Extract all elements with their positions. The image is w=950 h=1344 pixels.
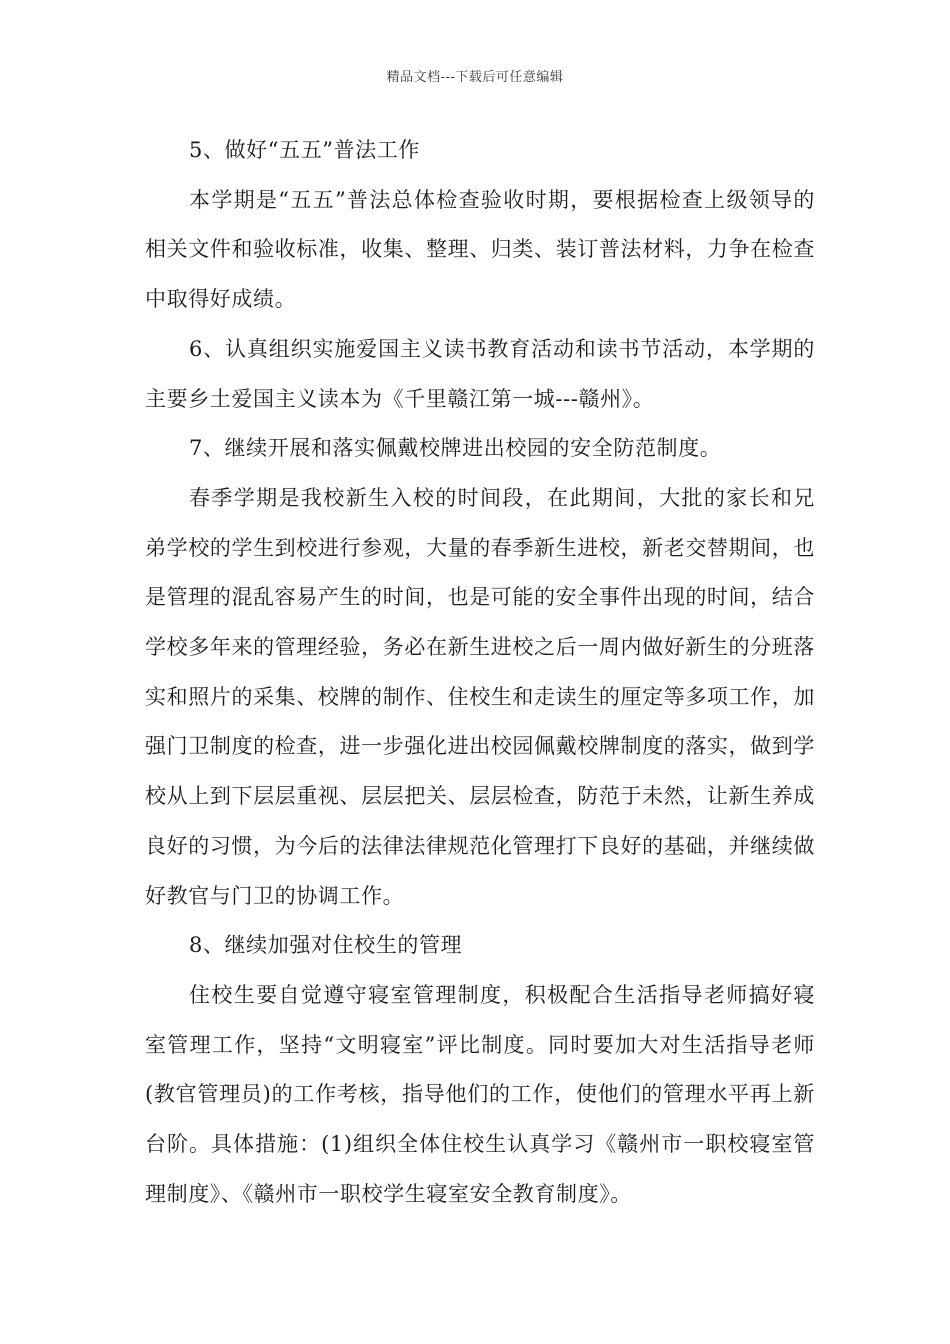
page-header: 精品文档---下载后可任意编辑 xyxy=(386,70,564,85)
paragraph-law-inspection: 本学期是“五五”普法总体检查验收时期，要根据检查上级领导的相关文件和验收标准，收集、整理、归类、装订普法材料，力争在检查中取得好成绩。 xyxy=(145,187,815,312)
document-body xyxy=(145,126,815,1219)
section-heading-8: 8、继续加强对住校生的管理 xyxy=(189,933,463,958)
section-heading-7: 7、继续开展和落实佩戴校牌进出校园的安全防范制度。 xyxy=(189,436,722,461)
paragraph-dorm-management: 住校生要自觉遵守寝室管理制度，积极配合生活指导老师搞好寝室管理工作，坚持“文明寝室”评比制度。同时要加大对生活指导老师(教官管理员)的工作考核，指导他们的工作，使他们的管理水平再上新台阶。具体措施：(1)组织全体住校生认真学习《赣州市一职校寝室管理制度》、《赣州市一职校学生寝室安全教育制度》。 xyxy=(145,982,815,1206)
section-heading-5: 5、做好“五五”普法工作 xyxy=(189,138,421,162)
section-item-6: 6、认真组织实施爱国主义读书教育活动和读书节活动，本学期的主要乡土爱国主义读本为《千里赣江第一城---赣州》。 xyxy=(145,336,815,411)
paragraph-spring-semester: 春季学期是我校新生入校的时间段，在此期间，大批的家长和兄弟学校的学生到校进行参观，大量的春季新生进校，新老交替期间，也是管理的混乱容易产生的时间，也是可能的安全事件出现的时间，结合学校多年来的管理经验，务必在新生进校之后一周内做好新生的分班落实和照片的采集、校牌的制作、住校生和走读生的厘定等多项工作，加强门卫制度的检查，进一步强化进出校园佩戴校牌制度的落实，做到学校从上到下层层重视、层层把关、层层检查，防范于未然，让新生养成良好的习惯，为今后的法律法律规范化管理打下良好的基础，并继续做好教官与门卫的协调工作。 xyxy=(145,485,815,908)
